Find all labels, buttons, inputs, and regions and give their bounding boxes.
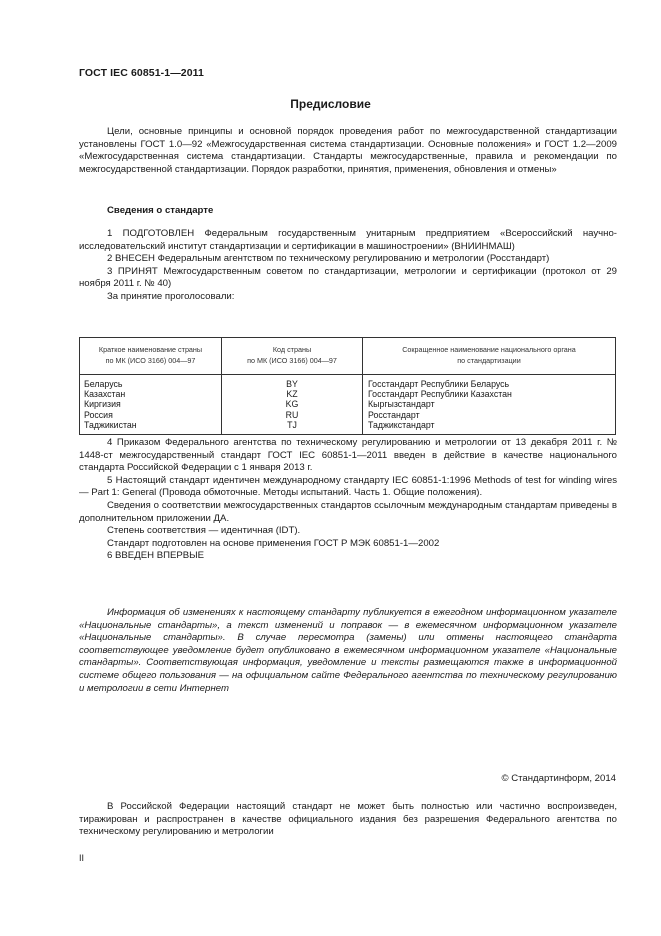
country-code: KG: [285, 399, 299, 410]
info-item: 1 ПОДГОТОВЛЕН Федеральным государственным унитарным предприятием «Всероссийский научно-исследовательский институт стандартизации и сертификации в машиностроении» (ВНИИНМАШ): [79, 228, 617, 252]
country-code: RU: [285, 409, 299, 420]
country-cell: [80, 375, 222, 435]
country-name: Киргизия: [84, 399, 121, 410]
info-item: 4 Приказом Федерального агентства по техническому регулированию и метрологии от 13 декабря 2011 г. № 1448-ст межгосударственный стандарт ГОСТ IEC 60851-1—2011 введен в действие в качестве национального стандарта Российской Федерации с 1 января 2013 г.: [79, 437, 617, 474]
column-header-country: Краткое наименование страны по МК (ИСО 3166) 004—97: [80, 338, 222, 375]
info-item: За принятие проголосовали:: [107, 290, 235, 302]
info-item: Сведения о соответствии межгосударственных стандартов ссылочным международным стандартам приведены в дополнительном приложении ДА.: [79, 499, 617, 524]
copyright-notice: © Стандартинформ, 2014: [501, 773, 616, 784]
standard-info-list: [79, 228, 617, 304]
national-body: Госстандарт Республики Казахстан: [368, 389, 512, 400]
table-body-row: [80, 375, 616, 435]
national-body: Росстандарт: [368, 409, 420, 420]
country-code: TJ: [287, 419, 297, 430]
table-header-row: [80, 338, 616, 375]
info-item: 6 ВВЕДЕН ВПЕРВЫЕ: [107, 550, 205, 562]
national-body: Таджикстандарт: [368, 419, 435, 430]
national-body: Кыргызстандарт: [368, 399, 435, 410]
country-name: Россия: [84, 409, 113, 420]
code-cell: [222, 375, 363, 435]
info-item: Стандарт подготовлен на основе применения ГОСТ Р МЭК 60851-1—2002: [107, 537, 440, 549]
body-cell: [363, 375, 616, 435]
standard-code-header: ГОСТ IEC 60851-1—2011: [79, 67, 204, 79]
country-code: KZ: [286, 389, 298, 400]
info-item: 2 ВНЕСЕН Федеральным агентством по техническому регулированию и метрологии (Росстандарт): [107, 253, 550, 265]
info-item: 3 ПРИНЯТ Межгосударственным советом по стандартизации, метрологии и сертификации (протокол от 29 ноября 2011 г. № 40): [79, 265, 617, 290]
country-name: Беларусь: [84, 379, 123, 389]
voting-countries-table: [79, 337, 616, 435]
country-code: BY: [286, 379, 298, 389]
national-body: Госстандарт Республики Беларусь: [368, 379, 510, 389]
rights-notice: В Российской Федерации настоящий стандарт не может быть полностью или частично воспроизведен, тиражирован и распространен в качестве официального издания без разрешения Федерального агентства по техническому регулированию и метрологии: [79, 801, 617, 838]
column-header-code: Код страны по МК (ИСО 3166) 004—97: [222, 338, 363, 375]
info-item: Степень соответствия — идентичная (IDT).: [107, 525, 301, 537]
section-heading: Сведения о стандарте: [107, 205, 214, 216]
page-number: II: [79, 853, 85, 863]
page-title: Предисловие: [290, 97, 371, 111]
column-header-body: Сокращенное наименование национального органа по стандартизации: [363, 338, 616, 375]
standard-info-list-continued: [79, 437, 617, 563]
country-name: Таджикистан: [84, 419, 137, 430]
changes-info-notice: Информация об изменениях к настоящему стандарту публикуется в ежегодном информационном указателе «Национальные стандарты», а текст изменений и поправок — в ежемесячном информационном указателе «Национальные стандарты». В случае пересмотра (замены) или отмены настоящего стандарта соответствующее уведомление будет опубликовано в ежемесячном информационном указателе «Национальные стандарты». Соответствующая информация, уведомление и тексты размещаются также в информационной системе общего пользования — на официальном сайте Федерального агентства по техническому регулированию и метрологии в сети Интернет: [79, 607, 617, 694]
intro-paragraph: Цели, основные принципы и основной порядок проведения работ по межгосударственной стандартизации установлены ГОСТ 1.0—92 «Межгосударственная система стандартизации. Основные положения» и ГОСТ 1.2—2009 «Межгосударственная система стандартизации. Стандарты межгосударственные, правила и рекомендации по межгосударственной стандартизации. Порядок разработки, принятия, применения, обновления и отмены»: [79, 126, 617, 175]
country-name: Казахстан: [84, 389, 126, 400]
info-item: 5 Настоящий стандарт идентичен международному стандарту IEC 60851-1:1996 Methods of test for winding wires — Part 1: General (Провода обмоточные. Методы испытаний. Часть 1. Общие положения).: [79, 474, 617, 499]
